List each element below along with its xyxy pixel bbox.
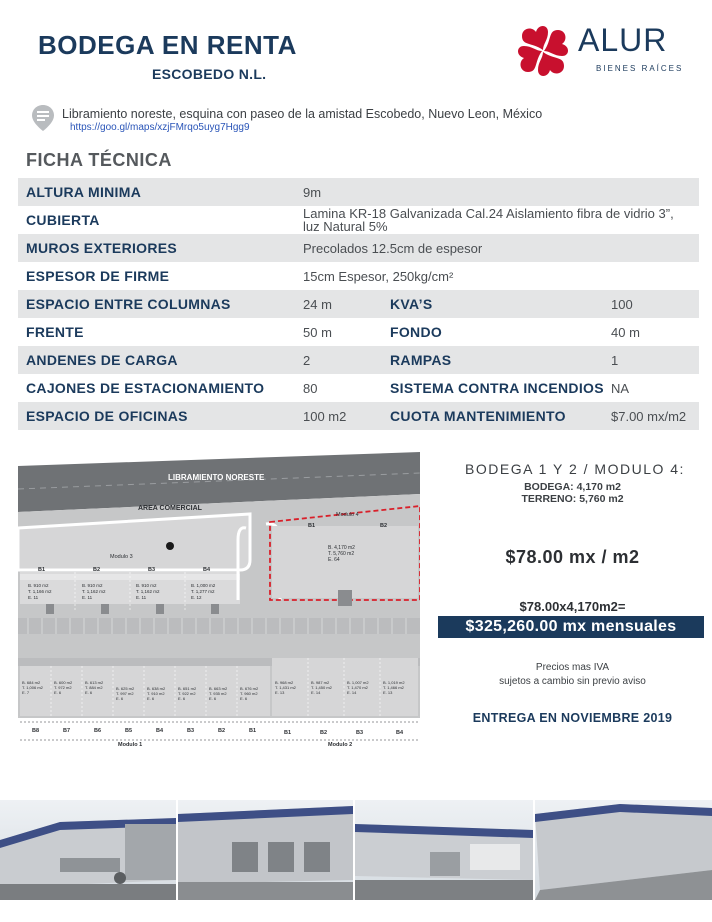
m3-unit-e: E. 11	[136, 595, 147, 600]
modulo3-label: Modulo 3	[110, 554, 133, 560]
modulo2-label: Modulo 2	[328, 742, 353, 748]
spec-label: CUOTA MANTENIMIENTO	[390, 408, 566, 424]
spec-label: ANDENES DE CARGA	[26, 352, 178, 368]
spec-value: Precolados 12.5cm de espesor	[303, 241, 483, 256]
m3-unit-id: B3	[148, 567, 156, 573]
road-label: LIBRAMIENTO NORESTE	[168, 473, 265, 482]
spec-label: KVA’S	[390, 296, 433, 312]
m1-unit-e: E. 6	[240, 696, 248, 701]
iva-note	[440, 661, 705, 689]
m1-unit-id: B5	[125, 728, 133, 734]
spec-row	[18, 206, 699, 234]
spec-row	[18, 318, 699, 346]
map-link[interactable]: https://goo.gl/maps/xzjFMrqo5uyg7Hgg9	[70, 122, 250, 133]
spec-label: CUBIERTA	[26, 212, 100, 228]
map-pin-icon	[31, 104, 55, 132]
spec-value: 40 m	[611, 325, 640, 340]
m1-unit-b: B. 600 m2	[54, 680, 73, 685]
page-title: BODEGA EN RENTA	[38, 30, 297, 60]
m3-unit-id: B4	[203, 567, 211, 573]
m3-unit-b: B. 910 m2	[28, 583, 49, 588]
modulo4-label: Modulo 4	[336, 512, 359, 518]
m2-unit-e: E. 13	[383, 690, 393, 695]
m1-unit-b: B. 651 m2	[178, 686, 197, 691]
spec-label: ALTURA MINIMA	[26, 184, 142, 200]
m1-unit-t: T. 972 m2	[54, 685, 72, 690]
spec-label: SISTEMA CONTRA INCENDIOS	[390, 380, 604, 396]
m3-unit-e: E. 12	[191, 595, 202, 600]
m2-unit-t: T. 1,431 m2	[275, 685, 296, 690]
area-comercial-label: AREA COMERCIAL	[138, 505, 202, 512]
page-subtitle: ESCOBEDO N.L.	[152, 66, 267, 82]
ficha-tecnica-title: FICHA TÉCNICA	[26, 150, 172, 170]
m1-unit-t: T. 997 m2	[116, 691, 134, 696]
m2-unit-b: B. 968 m2	[275, 680, 294, 685]
m4-unit-id: B1	[308, 523, 316, 529]
m1-unit-id: B1	[249, 728, 257, 734]
spec-value: 80	[303, 381, 318, 396]
m3-unit-t: T. 1,277 m2	[191, 589, 215, 594]
m1-unit-id: B8	[32, 728, 40, 734]
m1-unit-t: T. 1,006 m2	[22, 685, 43, 690]
m1-unit-id: B4	[156, 728, 164, 734]
m4-unit-id: B2	[380, 523, 388, 529]
m2-unit-id: B4	[396, 730, 404, 736]
m1-unit-id: B6	[94, 728, 102, 734]
alur-logo	[512, 18, 692, 84]
spec-row	[18, 290, 699, 318]
m3-unit-b: B. 1,000 m2	[191, 583, 216, 588]
m1-unit-id: B3	[187, 728, 195, 734]
spec-value: 2	[303, 353, 311, 368]
offer-terreno: TERRENO: 5,760 m2	[521, 493, 624, 505]
m1-unit-b: B. 625 m2	[116, 686, 135, 691]
m1-unit-e: E. 6	[147, 696, 155, 701]
m3-unit-e: E. 11	[82, 595, 93, 600]
m2-unit-t: T. 1,450 m2	[311, 685, 332, 690]
m1-unit-t: T. 922 m2	[178, 691, 196, 696]
spec-label: FRENTE	[26, 324, 84, 340]
spec-row	[18, 262, 699, 290]
spec-value: 50 m	[303, 325, 332, 340]
m1-unit-t: T. 910 m2	[147, 691, 165, 696]
m1-unit-b: B. 613 m2	[85, 680, 104, 685]
m2-unit-e: E. 14	[311, 690, 321, 695]
spec-value: $7.00 mx/m2	[611, 409, 687, 424]
m3-unit-id: B2	[93, 567, 101, 573]
offer-bodega: BODEGA: 4,170 m2	[524, 481, 621, 493]
m3-unit-e: E. 11	[28, 595, 39, 600]
delivery-date: ENTREGA EN NOVIEMBRE 2019	[472, 711, 673, 725]
m3-unit-t: T. 1,162 m2	[82, 589, 106, 594]
site-plan	[18, 450, 420, 748]
iva-line-2: sujetos a cambio sin previo aviso	[499, 676, 646, 687]
m1-unit-id: B2	[218, 728, 226, 734]
spec-label: ESPACIO DE OFICINAS	[26, 408, 188, 424]
spec-label: ESPACIO ENTRE COLUMNAS	[26, 296, 231, 312]
spec-value: 24 m	[303, 297, 332, 312]
warehouse-photo-2	[178, 800, 353, 900]
m3-unit-t: T. 1,166 m2	[28, 589, 52, 594]
monthly-price-badge: $325,260.00 mx mensuales	[438, 616, 704, 638]
spec-label: ESPESOR DE FIRME	[26, 268, 170, 284]
m1-unit-id: B7	[63, 728, 71, 734]
price-per-m2: $78.00 mx / m2	[505, 547, 640, 567]
m1-unit-t: T. 884 m2	[85, 685, 103, 690]
spec-label: CAJONES DE ESTACIONAMIENTO	[26, 380, 265, 396]
m1-unit-e: E. 7	[22, 690, 30, 695]
photo-strip	[0, 800, 712, 900]
m1-unit-e: E. 6	[85, 690, 93, 695]
m2-unit-b: B. 1,007 m2	[347, 680, 369, 685]
m4-info-e: E. 64	[328, 557, 340, 563]
spec-value: 9m	[303, 185, 322, 200]
m3-unit-id: B1	[38, 567, 46, 573]
m1-unit-e: E. 6	[54, 690, 62, 695]
m1-unit-b: B. 663 m2	[209, 686, 228, 691]
offer-areas	[440, 481, 705, 505]
price-calc: $78.00x4,170m2=	[519, 599, 626, 614]
spec-value: Lamina KR-18 Galvanizada Cal.24 Aislamiento fibra de vidrio 3”, luz Natural 5%	[303, 206, 674, 234]
spec-value: 1	[611, 353, 619, 368]
m2-unit-b: B. 1,019 m2	[383, 680, 405, 685]
spec-label: MUROS EXTERIORES	[26, 240, 178, 256]
spec-row	[18, 234, 699, 262]
m3-unit-b: B. 910 m2	[82, 583, 103, 588]
m1-unit-t: T. 935 m2	[209, 691, 227, 696]
m2-unit-e: E. 13	[275, 690, 285, 695]
m3-unit-b: B. 910 m2	[136, 583, 157, 588]
spec-row	[18, 346, 699, 374]
modulo1-label: Modulo 1	[118, 742, 143, 748]
warehouse-photo-1	[0, 800, 176, 900]
m1-unit-t: T. 960 m2	[240, 691, 258, 696]
logo-name: ALUR	[578, 22, 668, 58]
m1-unit-e: E. 6	[209, 696, 217, 701]
m1-unit-b: B. 638 m2	[147, 686, 166, 691]
spec-table	[18, 178, 699, 430]
m1-unit-e: E. 6	[178, 696, 186, 701]
m2-unit-id: B1	[284, 730, 292, 736]
warehouse-photo-3	[355, 800, 533, 900]
m2-unit-t: T. 1,470 m2	[347, 685, 368, 690]
address-text: Libramiento noreste, esquina con paseo de la amistad Escobedo, Nuevo Leon, México	[62, 107, 543, 121]
spec-value: 100	[611, 297, 633, 312]
iva-line-1: Precios mas IVA	[535, 662, 610, 673]
m4-info-t: T. 5,760 m2	[328, 551, 355, 557]
m1-unit-b: B. 684 m2	[22, 680, 41, 685]
m2-unit-id: B3	[356, 730, 364, 736]
logo-tagline: BIENES RAÍCES	[596, 64, 684, 73]
spec-label: FONDO	[390, 324, 443, 340]
spec-value: 100 m2	[303, 409, 347, 424]
spec-label: RAMPAS	[390, 352, 452, 368]
clover-logo-icon	[512, 20, 574, 82]
spec-value: 15cm Espesor, 250kg/cm²	[303, 269, 454, 284]
spec-row	[18, 178, 699, 206]
m3-unit-t: T. 1,162 m2	[136, 589, 160, 594]
m2-unit-id: B2	[320, 730, 328, 736]
m2-unit-b: B. 987 m2	[311, 680, 330, 685]
spec-row	[18, 374, 699, 402]
offer-title: BODEGA 1 Y 2 / MODULO 4:	[465, 461, 685, 477]
spec-row	[18, 402, 699, 430]
m2-unit-t: T. 1,466 m2	[383, 685, 404, 690]
spec-value: NA	[611, 381, 630, 396]
m1-unit-e: E. 6	[116, 696, 124, 701]
m4-info-b: B. 4,170 m2	[328, 545, 355, 551]
m2-unit-e: E. 14	[347, 690, 357, 695]
m1-unit-b: B. 676 m2	[240, 686, 259, 691]
warehouse-photo-4	[535, 800, 712, 900]
